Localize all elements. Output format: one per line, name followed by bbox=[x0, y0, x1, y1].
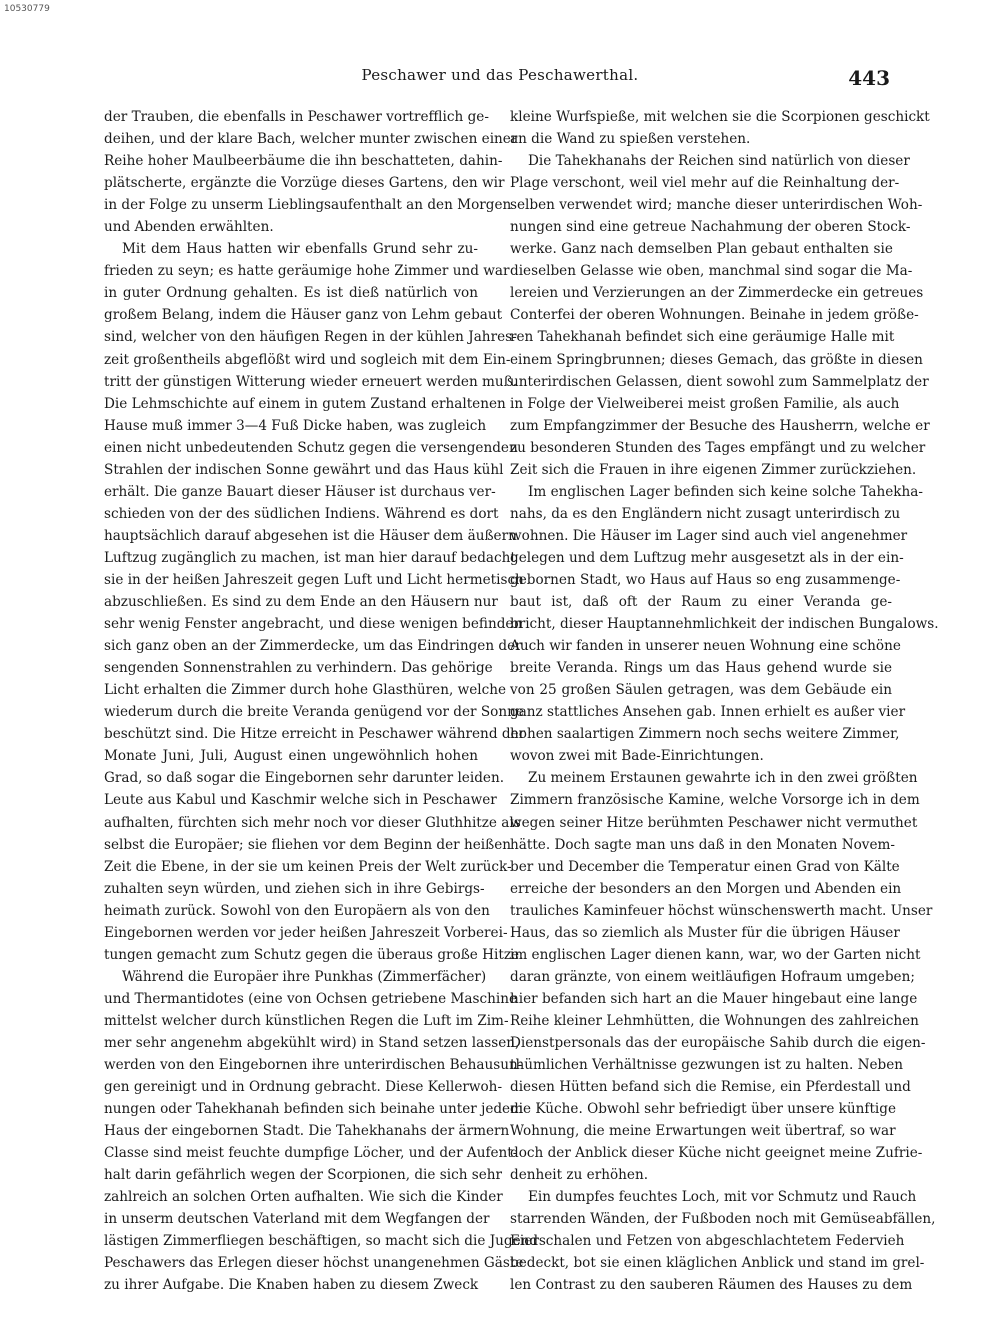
left-column-text-line: frieden zu seyn; es hatte geräumige hohe Zimmer und war bbox=[104, 263, 510, 280]
right-column-text-line: zu besonderen Stunden des Tages empfängt und zu welcher bbox=[510, 439, 926, 456]
right-column-text-line: bricht, dieser Hauptannehmlichkeit der indischen Bungalows. bbox=[510, 616, 939, 633]
left-column-text-line: nungen oder Tahekhanah befinden sich beinahe unter jedem bbox=[104, 1101, 523, 1118]
left-column-text-line: Hause muß immer 3—4 Fuß Dicke haben, was zugleich bbox=[104, 417, 487, 434]
right-column-text-line: zum Empfangzimmer der Besuche des Hausherrn, welche er bbox=[510, 417, 930, 434]
right-column-text-line: lereien und Verzierungen an der Zimmerdecke ein getreues bbox=[510, 285, 924, 302]
left-column-text-line: Mit dem Haus hatten wir ebenfalls Grund sehr zu- bbox=[122, 241, 478, 258]
right-column-text-line: dieselben Gelasse wie oben, manchmal sind sogar die Ma- bbox=[510, 263, 913, 280]
left-column-text-line: Peschawers das Erlegen dieser höchst unangenehmen Gäste bbox=[104, 1255, 524, 1272]
left-column-text-line: tritt der günstigen Witterung wieder erneuert werden muß. bbox=[104, 373, 518, 390]
left-column-text-line: deihen, und der klare Bach, welcher munter zwischen einer bbox=[104, 131, 518, 148]
right-column-text-line: thümlichen Verhältnisse gezwungen ist zu halten. Neben bbox=[510, 1057, 904, 1074]
right-column-text-line: ber und December die Temperatur einen Grad von Kälte bbox=[510, 858, 900, 875]
right-column-text-line: wegen seiner Hitze berühmten Peschawer nicht vermuthet bbox=[510, 814, 918, 831]
right-column-text-line: werke. Ganz nach demselben Plan gebaut enthalten sie bbox=[510, 241, 893, 258]
left-column-text-line: in guter Ordnung gehalten. Es ist dieß natürlich von bbox=[104, 285, 478, 302]
left-column-text-line: plätscherte, ergänzte die Vorzüge dieses Gartens, den wir bbox=[104, 175, 505, 192]
left-column-text-line: gen gereinigt und in Ordnung gebracht. Diese Kellerwoh- bbox=[104, 1079, 503, 1096]
right-column-text-line: erreiche der besonders an den Morgen und Abenden ein bbox=[510, 880, 902, 897]
right-column-text-line: in Folge der Vielweiberei meist großen Familie, als auch bbox=[510, 395, 900, 412]
page-id: 10530779 bbox=[4, 4, 50, 14]
right-column-text-line: Conterfei der oberen Wohnungen. Beinahe in jedem größe- bbox=[510, 307, 919, 324]
right-column-text-line: Zu meinem Erstaunen gewahrte ich in den zwei größten bbox=[528, 770, 918, 787]
right-column-text-line: breite Veranda. Rings um das Haus gehend wurde sie bbox=[510, 660, 892, 677]
right-column-text-line: kleine Wurfspieße, mit welchen sie die Scorpionen geschickt bbox=[510, 109, 930, 125]
right-column-text-line: Haus, das so ziemlich als Muster für die übrigen Häuser bbox=[510, 924, 900, 941]
page-number: 443 bbox=[848, 66, 890, 90]
left-column-text-line: Die Lehmschichte auf einem in gutem Zustand erhaltenen bbox=[104, 395, 506, 412]
left-column-text-line: einen nicht unbedeutenden Schutz gegen die versengenden bbox=[104, 439, 518, 456]
left-column-text-line: und Abenden erwählten. bbox=[104, 219, 274, 236]
right-column-text-line: Dienstpersonals das der europäische Sahib durch die eigen- bbox=[510, 1034, 926, 1051]
right-column-text-line: nungen sind eine getreue Nachahmung der oberen Stock- bbox=[510, 219, 911, 236]
right-column-text-line: daran gränzte, von einem weitläufigen Hofraum umgeben; bbox=[510, 968, 915, 985]
left-column-text-line: Zeit die Ebene, in der sie um keinen Preis der Welt zurück- bbox=[104, 858, 512, 875]
left-column-text-line: zuhalten seyn würden, und ziehen sich in ihre Gebirgs- bbox=[104, 880, 485, 897]
right-column-text-line: Zeit sich die Frauen in ihre eigenen Zimmer zurückziehen. bbox=[510, 461, 917, 478]
right-column-text-line: hätte. Doch sagte man uns daß in den Monaten Novem- bbox=[510, 836, 896, 853]
right-column-text-line: gebornen Stadt, wo Haus auf Haus so eng zusammenge- bbox=[510, 571, 901, 588]
left-column-text-line: sie in der heißen Jahreszeit gegen Luft und Licht hermetisch bbox=[104, 571, 524, 588]
right-column-text-line: bedeckt, bot sie einen kläglichen Anblick und stand im grel- bbox=[510, 1255, 925, 1272]
right-column-text-line: baut ist, daß oft der Raum zu einer Veranda ge- bbox=[510, 594, 892, 611]
left-column-text-line: Licht erhalten die Zimmer durch hohe Glasthüren, welche bbox=[104, 682, 507, 699]
left-column-text-line: aufhalten, fürchten sich mehr noch vor dieser Gluthhitze als bbox=[104, 814, 521, 831]
left-column-text-line: und Thermantidotes (eine von Ochsen getriebene Maschine bbox=[104, 990, 517, 1007]
right-column-text-line: wohnen. Die Häuser im Lager sind auch viel angenehmer bbox=[510, 527, 908, 544]
left-column-text-line: mittelst welcher durch künstlichen Regen die Luft im Zim- bbox=[104, 1012, 509, 1029]
right-column-text-line: Zimmern französische Kamine, welche Vorsorge ich in dem bbox=[510, 792, 920, 809]
left-column-text-line: zu ihrer Aufgabe. Die Knaben haben zu diesem Zweck bbox=[104, 1277, 479, 1294]
right-column-text-line: ganz stattliches Ansehen gab. Innen erhielt es außer vier bbox=[510, 704, 906, 721]
left-column-text-line: sind, welcher von den häufigen Regen in der kühlen Jahres- bbox=[104, 329, 517, 346]
left-column-text-line: lästigen Zimmerfliegen beschäftigen, so macht sich die Jugend bbox=[104, 1233, 539, 1250]
left-column-text-line: Reihe hoher Maulbeerbäume die ihn beschatteten, dahin- bbox=[104, 153, 503, 170]
right-column-text-line: Auch wir fanden in unserer neuen Wohnung eine schöne bbox=[510, 638, 901, 655]
right-column-text-line: Die Tahekhanahs der Reichen sind natürlich von dieser bbox=[528, 153, 910, 170]
right-column-text-line: Plage verschont, weil viel mehr auf die Reinhaltung der- bbox=[510, 175, 900, 192]
left-column-text-line: hauptsächlich darauf abgesehen ist die Häuser dem äußern bbox=[104, 527, 517, 544]
right-column-text-line: Wohnung, die meine Erwartungen weit übertraf, so war bbox=[510, 1123, 896, 1140]
right-column-text-line: hier befanden sich hart an die Mauer hingebaut eine lange bbox=[510, 990, 918, 1007]
left-column-text-line: Strahlen der indischen Sonne gewährt und das Haus kühl bbox=[104, 461, 504, 478]
left-column-text-line: wiederum durch die breite Veranda genügend vor der Sonne bbox=[104, 704, 524, 721]
left-column-text-line: Haus der eingebornen Stadt. Die Tahekhanahs der ärmern bbox=[104, 1123, 510, 1140]
left-column-text-line: schieden von der des südlichen Indiens. Während es dort bbox=[104, 505, 499, 522]
left-column-text-line: Eingebornen werden vor jeder heißen Jahreszeit Vorberei- bbox=[104, 924, 508, 941]
right-column-text-line: von 25 großen Säulen getragen, was dem Gebäude ein bbox=[510, 682, 892, 699]
right-column-text-line: Ein dumpfes feuchtes Loch, mit vor Schmutz und Rauch bbox=[528, 1189, 917, 1206]
left-column-text-line: Grad, so daß sogar die Eingebornen sehr darunter leiden. bbox=[104, 770, 505, 787]
right-column-text-line: im englischen Lager dienen kann, war, wo der Garten nicht bbox=[510, 946, 921, 963]
right-column-text-line: len Contrast zu den sauberen Räumen des Hauses zu dem bbox=[510, 1277, 913, 1294]
left-column-text-line: zahlreich an solchen Orten aufhalten. Wie sich die Kinder bbox=[104, 1189, 503, 1206]
right-column-text-line: Im englischen Lager befinden sich keine solche Tahekha- bbox=[528, 483, 923, 500]
left-column-text-line: beschützt sind. Die Hitze erreicht in Peschawer während der bbox=[104, 726, 526, 743]
right-column-text-line: Reihe kleiner Lehmhütten, die Wohnungen des zahlreichen bbox=[510, 1012, 919, 1029]
right-column-text-line: Eierschalen und Fetzen von abgeschlachtetem Federvieh bbox=[510, 1233, 905, 1250]
left-column-text-line: halt darin gefährlich wegen der Scorpionen, die sich sehr bbox=[104, 1167, 503, 1184]
left-column-text-line: in unserm deutschen Vaterland mit dem Wegfangen der bbox=[104, 1211, 490, 1228]
left-column-text-line: Luftzug zugänglich zu machen, ist man hier darauf bedacht bbox=[104, 549, 516, 566]
left-column-text-line: Leute aus Kabul und Kaschmir welche sich in Peschawer bbox=[104, 792, 497, 809]
left-column-text-line: großem Belang, indem die Häuser ganz von Lehm gebaut bbox=[104, 307, 503, 324]
right-column-text-line: an die Wand zu spießen verstehen. bbox=[510, 131, 751, 148]
left-column-text-line: heimath zurück. Sowohl von den Europäern als von den bbox=[104, 902, 490, 919]
left-column-text-line: selbst die Europäer; sie fliehen vor dem Beginn der heißen bbox=[104, 836, 512, 853]
right-column-text-line: denheit zu erhöhen. bbox=[510, 1167, 649, 1184]
left-column-text-line: erhält. Die ganze Bauart dieser Häuser ist durchaus ver- bbox=[104, 483, 496, 500]
left-column-text-line: zeit großentheils abgeflößt wird und sogleich mit dem Ein- bbox=[104, 351, 511, 368]
left-column-text-line: der Trauben, die ebenfalls in Peschawer vortrefflich ge- bbox=[104, 109, 489, 125]
right-column-text-line: doch der Anblick dieser Küche nicht geeignet meine Zufrie- bbox=[510, 1145, 923, 1162]
right-column-text-line: unterirdischen Gelassen, dient sowohl zum Sammelplatz der bbox=[510, 373, 929, 390]
left-column-text-line: sehr wenig Fenster angebracht, und diese wenigen befinden bbox=[104, 616, 523, 633]
left-column-text-line: sengenden Sonnenstrahlen zu verhindern. Das gehörige bbox=[104, 660, 493, 677]
left-column-text-line: sich ganz oben an der Zimmerdecke, um das Eindringen der bbox=[104, 638, 522, 655]
left-column-text-line: abzuschließen. Es sind zu dem Ende an den Häusern nur bbox=[104, 594, 498, 611]
left-column bbox=[104, 106, 539, 1297]
left-column-text-line: mer sehr angenehm abgekühlt wird) in Stand setzen lassen, bbox=[104, 1034, 520, 1051]
left-column-text-line: werden von den Eingebornen ihre unterirdischen Behausun- bbox=[104, 1057, 523, 1074]
left-column-text-line: tungen gemacht zum Schutz gegen die überaus große Hitze. bbox=[104, 946, 524, 963]
right-column-text-line: trauliches Kaminfeuer höchst wünschenswerth macht. Unser bbox=[510, 902, 933, 919]
left-column-text-line: Während die Europäer ihre Punkhas (Zimmerfächer) bbox=[122, 968, 487, 985]
right-column-text-line: selben verwendet wird; manche dieser unterirdischen Woh- bbox=[510, 197, 923, 214]
right-column-text-line: einem Springbrunnen; dieses Gemach, das größte in diesen bbox=[510, 351, 923, 368]
right-column-text-line: hohen saalartigen Zimmern noch sechs weitere Zimmer, bbox=[510, 726, 900, 743]
right-column-text-line: die Küche. Obwohl sehr befriedigt über unsere künftige bbox=[510, 1101, 897, 1118]
right-column-text-line: diesen Hütten befand sich die Remise, ein Pferdestall und bbox=[510, 1079, 911, 1096]
left-column-text-line: Monate Juni, Juli, August einen ungewöhnlich hohen bbox=[104, 748, 478, 765]
running-head: Peschawer und das Peschawerthal. bbox=[361, 66, 639, 84]
right-column-text-line: gelegen und dem Luftzug mehr ausgesetzt als in der ein- bbox=[510, 549, 904, 566]
right-column-text-line: wovon zwei mit Bade-Einrichtungen. bbox=[510, 748, 764, 765]
right-column bbox=[510, 106, 939, 1297]
right-column-text-line: nahs, da es den Engländern nicht zusagt unterirdisch zu bbox=[510, 505, 901, 522]
right-column-text-line: ren Tahekhanah befindet sich eine geräumige Halle mit bbox=[510, 329, 895, 346]
left-column-text-line: Classe sind meist feuchte dumpfige Löcher, und der Aufent- bbox=[104, 1145, 518, 1162]
right-column-text-line: starrenden Wänden, der Fußboden noch mit Gemüseabfällen, bbox=[510, 1211, 936, 1228]
left-column-text-line: in der Folge zu unserm Lieblingsaufenthalt an den Morgen bbox=[104, 197, 512, 214]
